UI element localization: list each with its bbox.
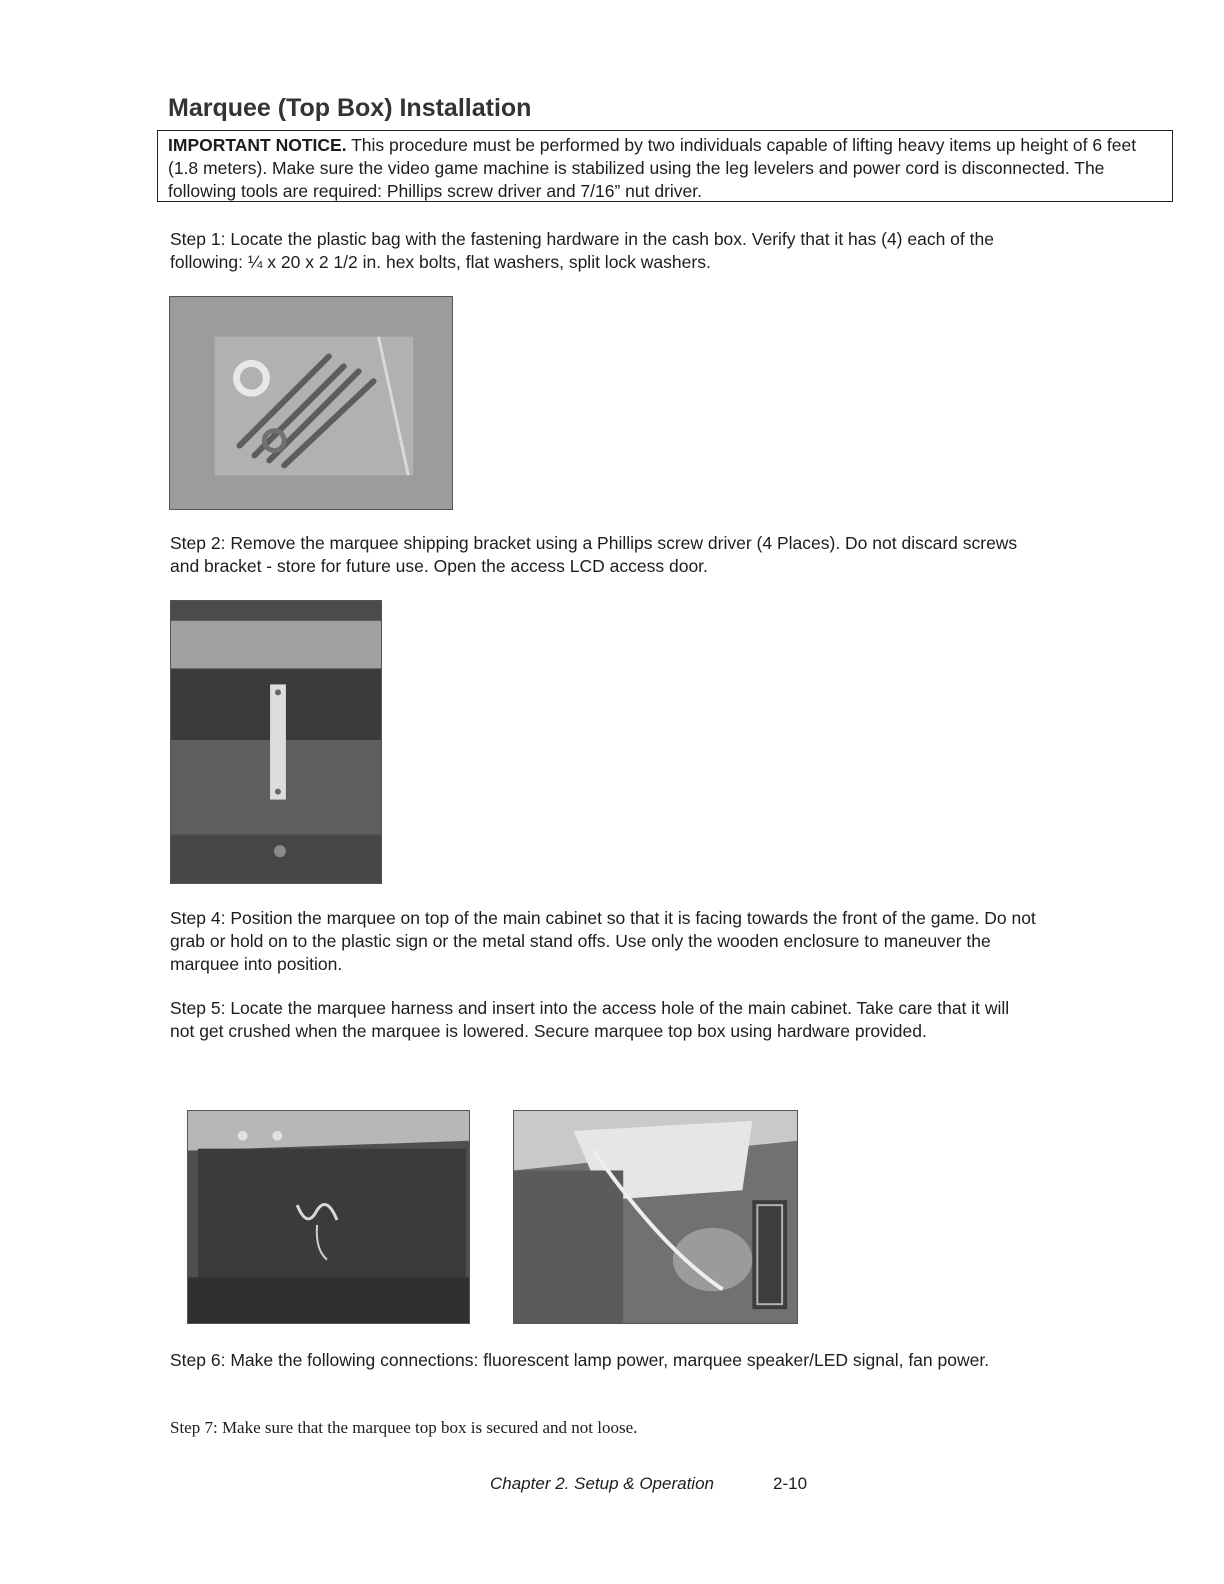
step-1-text: Step 1: Locate the plastic bag with the fastening hardware in the cash box. Verify that it has (4) each of the following: ¼ x 20 x 2 1/2 in. hex bolts, flat washers, split lock washers. <box>170 229 994 272</box>
marquee-connections-photo <box>513 1110 798 1324</box>
footer-page-number: 2-10 <box>773 1474 808 1493</box>
shipping-bracket-photo <box>170 600 382 884</box>
step-2-text: Step 2: Remove the marquee shipping bracket using a Phillips screw driver (4 Places). Do not discard screws and bracket - store for future use. Open the access LCD access door. <box>170 533 1018 576</box>
step-7-text: Step 7: Make sure that the marquee top box is secured and not loose. <box>170 1418 638 1437</box>
step-4-text: Step 4: Position the marquee on top of the main cabinet so that it is facing towards the front of the game. Do not grab or hold on to the plastic sign or the metal stand offs. Use only the wooden enclosure to maneuver the marquee into position. <box>170 908 1036 974</box>
page-title: Marquee (Top Box) Installation <box>168 94 532 122</box>
notice-lead: IMPORTANT NOTICE. <box>168 135 347 155</box>
important-notice-box <box>157 130 1173 202</box>
marquee-harness-photo <box>187 1110 470 1324</box>
notice-text: This procedure must be performed by two individuals capable of lifting heavy items up height of 6 feet (1.8 meters). Make sure the video game machine is stabilized using the leg levelers and power cord is disconnected. The following tools are required: Phillips screw driver and 7/16” nut driver. <box>168 135 1137 201</box>
footer-chapter: Chapter 2. Setup & Operation <box>490 1474 714 1493</box>
step-5-text: Step 5: Locate the marquee harness and insert into the access hole of the main cabinet. Take care that it will not get crushed when the marquee is lowered. Secure marquee top box using hardware provided. <box>170 998 1010 1041</box>
hardware-bag-photo <box>169 296 453 510</box>
step-6-text: Step 6: Make the following connections: fluorescent lamp power, marquee speaker/LED signal, fan power. <box>170 1350 990 1370</box>
